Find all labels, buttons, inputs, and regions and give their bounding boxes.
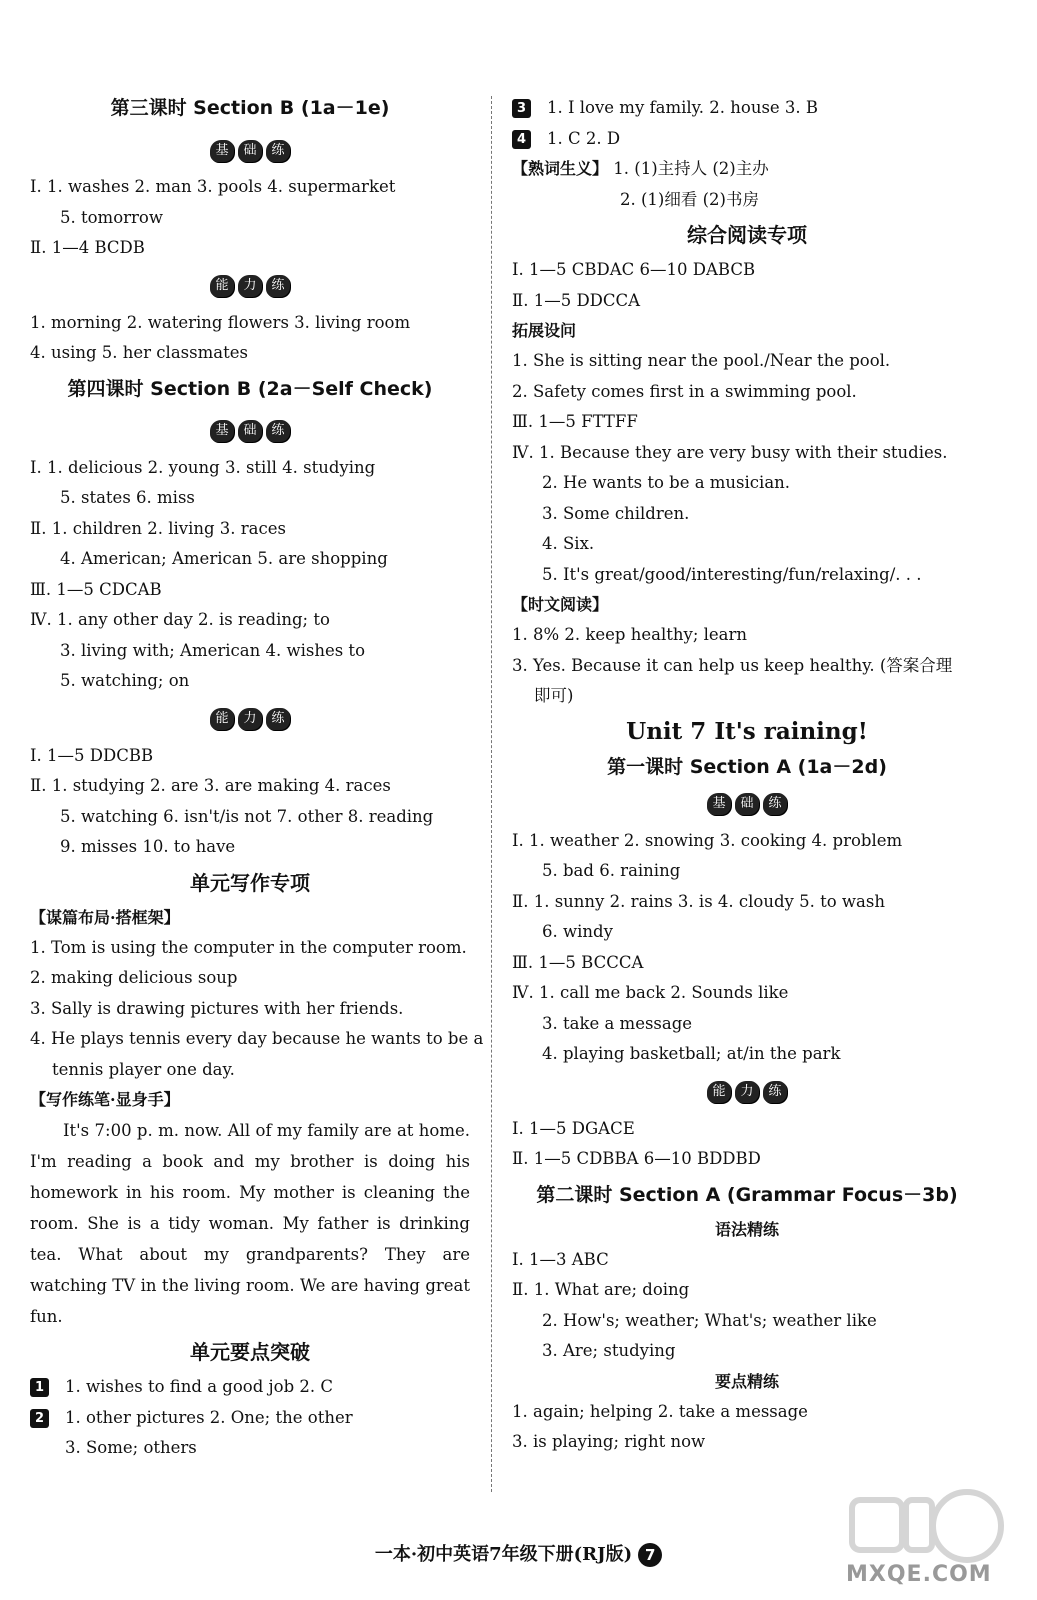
badge-char: 能 xyxy=(210,275,234,297)
lesson2-title: 第二课时 Section A (Grammar Focus－3b) xyxy=(536,1183,958,1206)
badge-char: 础 xyxy=(238,420,262,442)
badge-char: 练 xyxy=(266,708,290,730)
expand-tag: 拓展设问 xyxy=(512,321,577,340)
ability-practice-badge xyxy=(512,1070,982,1114)
answer-line: Ⅲ. 1—5 FTTFF xyxy=(512,412,638,431)
answer-line: 3. take a message xyxy=(542,1013,693,1033)
badge-char: 力 xyxy=(735,1081,759,1103)
badge-char: 力 xyxy=(238,275,262,297)
answer-line: 即可) xyxy=(534,686,574,705)
answer-line: 9. misses 10. to have xyxy=(60,837,236,856)
answer-line: 3. Some; others xyxy=(65,1438,197,1457)
badge-char: 础 xyxy=(238,140,262,162)
answer-line xyxy=(30,1372,470,1403)
answer-line: 1. She is sitting near the pool./Near the pool. xyxy=(512,351,891,370)
badge-char: 练 xyxy=(266,420,290,442)
answer-line: 4. He plays tennis every day because he wants to be a xyxy=(30,1029,484,1048)
answer-text: 1. I love my family. 2. house 3. B xyxy=(547,98,819,117)
answer-text: 1. wishes to find a good job 2. C xyxy=(65,1377,333,1396)
answer-line: Ⅰ. 1—5 DGACE xyxy=(512,1118,635,1138)
badge-char: 力 xyxy=(238,708,262,730)
lesson3-title: 第三课时 Section B (1a－1e) xyxy=(110,97,390,119)
answer-line: Ⅱ. 1—5 DDCCA xyxy=(512,290,641,310)
reading-section-title: 综合阅读专项 xyxy=(687,223,807,247)
answer-text: 1. other pictures 2. One; the other xyxy=(65,1407,353,1427)
answer-line: 3. Yes. Because it can help us keep healthy. (答案合理 xyxy=(512,655,953,675)
answer-line: Ⅰ. 1—5 CBDAC 6—10 DABCB xyxy=(512,260,756,279)
number-box: 4 xyxy=(512,130,531,149)
answer-line: 4. playing basketball; at/in the park xyxy=(542,1044,841,1063)
badge-char: 基 xyxy=(210,420,234,442)
answer-line: Ⅰ. 1—5 DDCBB xyxy=(30,745,154,765)
ability-practice-badge xyxy=(30,264,470,308)
answer-text: 1. C 2. D xyxy=(547,128,621,148)
badge-char: 练 xyxy=(266,140,290,162)
answer-line: 5. tomorrow xyxy=(60,207,163,227)
footer-text: 一本·初中英语7年级下册(RJ版) xyxy=(374,1544,633,1565)
answer-text: 1. (1)主持人 (2)主办 xyxy=(613,159,769,178)
lesson4-title: 第四课时 Section B (2a－Self Check) xyxy=(67,377,433,400)
answer-line: Ⅳ. 1. call me back 2. Sounds like xyxy=(512,983,789,1002)
answer-line: 5. watching; on xyxy=(60,671,190,690)
answer-line: Ⅱ. 1. sunny 2. rains 3. is 4. cloudy 5. to wash xyxy=(512,891,885,911)
number-box: 3 xyxy=(512,99,531,118)
answer-line xyxy=(512,124,982,155)
badge-char: 础 xyxy=(735,793,759,815)
page-number: 7 xyxy=(638,1543,662,1567)
answer-line: 5. states 6. miss xyxy=(60,488,195,507)
answer-line: Ⅳ. 1. any other day 2. is reading; to xyxy=(30,610,330,629)
answer-line: 3. is playing; right now xyxy=(512,1432,706,1451)
column-divider xyxy=(491,96,492,1492)
answer-line: 1. Tom is using the computer in the computer room. xyxy=(30,937,467,957)
basic-practice-badge xyxy=(30,128,470,172)
answer-line: Ⅰ. 1. delicious 2. young 3. still 4. studying xyxy=(30,457,376,477)
answer-line: 4. using 5. her classmates xyxy=(30,343,248,362)
answer-line: 3. Are; studying xyxy=(542,1341,676,1360)
badge-char: 练 xyxy=(763,793,787,815)
badge-char: 基 xyxy=(707,793,731,815)
answer-line: 1. 8% 2. keep healthy; learn xyxy=(512,625,748,644)
badge-char: 基 xyxy=(210,140,234,162)
answer-line: 1. again; helping 2. take a message xyxy=(512,1401,808,1421)
answer-line: 3. Sally is drawing pictures with her friends. xyxy=(30,998,404,1018)
answer-line: 5. watching 6. isn't/is not 7. other 8. reading xyxy=(60,806,434,826)
answer-line: 2. He wants to be a musician. xyxy=(542,473,791,492)
answer-line: Ⅲ. 1—5 CDCAB xyxy=(30,579,162,599)
badge-char: 练 xyxy=(266,275,290,297)
keypoints-subtitle: 要点精练 xyxy=(714,1371,779,1391)
lesson1-title: 第一课时 Section A (1a－2d) xyxy=(607,755,887,778)
answer-line: 6. windy xyxy=(542,922,613,941)
answer-line: Ⅳ. 1. Because they are very busy with their studies. xyxy=(512,442,948,462)
vocab-tag: 【熟词生义】 xyxy=(512,159,609,178)
answer-line: Ⅱ. 1—4 BCDB xyxy=(30,238,145,257)
answer-line: Ⅱ. 1. What are; doing xyxy=(512,1280,690,1299)
answer-line: 2. Safety comes first in a swimming pool. xyxy=(512,381,857,401)
answer-line: Ⅰ. 1. weather 2. snowing 3. cooking 4. problem xyxy=(512,830,903,850)
answer-line: 5. bad 6. raining xyxy=(542,861,681,880)
news-tag: 【时文阅读】 xyxy=(512,595,609,614)
writing-section-title: 单元写作专项 xyxy=(190,870,310,895)
answer-line: 2. How's; weather; What's; weather like xyxy=(542,1310,877,1330)
unit-title: Unit 7 It's raining! xyxy=(626,717,868,745)
answer-line: 4. American; American 5. are shopping xyxy=(60,549,388,568)
basic-practice-badge xyxy=(30,409,470,453)
answer-line: 3. living with; American 4. wishes to xyxy=(60,640,366,660)
answer-line: Ⅱ. 1—5 CDBBA 6—10 BDDBD xyxy=(512,1149,761,1168)
watermark-text: MXQE.COM xyxy=(846,1562,992,1587)
answer-line: 4. Six. xyxy=(542,534,595,553)
badge-char: 练 xyxy=(763,1081,787,1103)
answer-line: Ⅱ. 1. studying 2. are 3. are making 4. races xyxy=(30,776,391,795)
ability-practice-badge xyxy=(30,697,470,741)
badge-char: 能 xyxy=(210,708,234,730)
writing-tag: 【写作练笔·显身手】 xyxy=(30,1090,180,1109)
answer-line: Ⅰ. 1. washes 2. man 3. pools 4. supermarket xyxy=(30,177,396,196)
answer-line: Ⅰ. 1—3 ABC xyxy=(512,1249,609,1269)
essay-text: It's 7:00 p. m. now. All of my family are at home. I'm reading a book and my brother is doing his homework in his room. My mother is cleaning the room. She is a tidy woman. My father is drinking tea. What about my grandparents? They are watching TV in the living room. We are having great fun. xyxy=(30,1121,470,1326)
number-box: 2 xyxy=(30,1409,49,1428)
answer-line xyxy=(512,93,982,124)
answer-line xyxy=(512,154,982,185)
answer-line: 5. It's great/good/interesting/fun/relaxing/. . . xyxy=(542,564,922,584)
sample-essay xyxy=(30,1115,470,1332)
answer-line: 2. (1)细看 (2)书房 xyxy=(620,189,759,209)
number-box: 1 xyxy=(30,1378,49,1397)
answer-line xyxy=(30,1403,470,1434)
answer-line: 3. Some children. xyxy=(542,503,690,523)
right-column xyxy=(512,93,982,1458)
answer-line: tennis player one day. xyxy=(52,1059,235,1079)
writing-tag: 【谋篇布局·搭框架】 xyxy=(30,907,180,927)
answer-line: 1. morning 2. watering flowers 3. living room xyxy=(30,312,411,332)
answer-line: Ⅲ. 1—5 BCCCA xyxy=(512,952,644,972)
answer-line: 2. making delicious soup xyxy=(30,968,238,987)
left-column xyxy=(30,88,484,1464)
keypoints-section-title: 单元要点突破 xyxy=(190,1340,310,1364)
basic-practice-badge xyxy=(512,782,982,826)
badge-char: 能 xyxy=(707,1081,731,1103)
answer-line: Ⅱ. 1. children 2. living 3. races xyxy=(30,518,286,538)
grammar-subtitle: 语法精练 xyxy=(714,1219,779,1239)
